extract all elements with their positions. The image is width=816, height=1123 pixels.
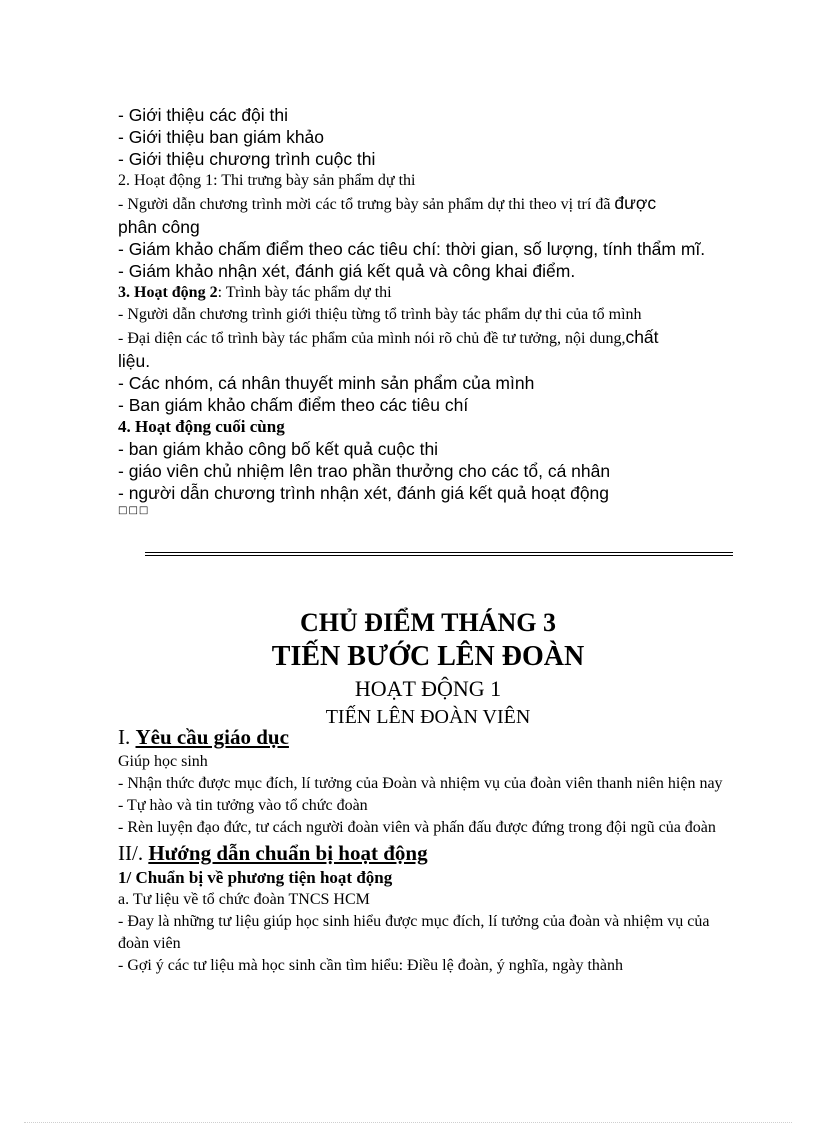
list-item: - người dẫn chương trình nhận xét, đánh giá kết quả hoạt động	[118, 483, 610, 503]
list-item: - Giới thiệu chương trình cuộc thi	[118, 149, 376, 169]
list-item: - Giới thiệu ban giám khảo	[118, 127, 325, 147]
list-item-tail: chất	[625, 327, 659, 347]
section-heading-1-number: I.	[118, 725, 136, 749]
document-part-2	[118, 723, 738, 977]
list-item: - Gợi ý các tư liệu mà học sinh cần tìm hiểu: Điều lệ đoàn, ý nghĩa, ngày thành	[118, 957, 623, 974]
section-heading-2	[118, 839, 738, 867]
list-item-cont: liệu.	[118, 351, 151, 371]
activity-subtitle: TIẾN LÊN ĐOÀN VIÊN	[325, 706, 531, 728]
list-item: - Nhận thức được mục đích, lí tưởng của Đoàn và nhiệm vụ của đoàn viên thanh niên hiện nay	[118, 775, 723, 792]
double-rule-line	[145, 552, 733, 556]
list-item	[118, 326, 738, 350]
activity-2-title: : Trình bày tác phẩm dự thi	[217, 284, 392, 301]
activity-1-instruction	[118, 192, 738, 216]
activity-1-heading: 2. Hoạt động 1: Thi trưng bày sản phẩm dự thi	[118, 172, 416, 189]
chapter-titles	[118, 606, 738, 730]
intro-line: Giúp học sinh	[118, 753, 208, 770]
activity-title: HOẠT ĐỘNG 1	[354, 676, 502, 701]
final-activity-heading: 4. Hoạt động cuối cùng	[118, 417, 285, 436]
list-item: - Giới thiệu các đội thi	[118, 105, 289, 125]
document-part-1	[118, 104, 738, 518]
section-heading-1	[118, 723, 738, 751]
chapter-subtitle: TIẾN BƯỚC LÊN ĐOÀN	[271, 641, 585, 672]
list-item: - Ban giám khảo chấm điểm theo các tiêu chí	[118, 395, 469, 415]
list-item: - ban giám khảo công bố kết quả cuộc thi	[118, 439, 439, 459]
list-item: - Tự hào và tin tưởng vào tổ chức đoàn	[118, 797, 368, 814]
activity-1-instruction-cont: phân công	[118, 217, 200, 237]
list-item-text: - Đại diện các tổ trình bày tác phẩm của mình nói rõ chủ đề tư tưởng, nội dung,	[118, 330, 626, 347]
chapter-title: CHỦ ĐIỂM THÁNG 3	[300, 608, 556, 637]
section-heading-1-text: Yêu cầu giáo dục	[135, 725, 289, 749]
activity-2-label: 3. Hoạt động 2	[118, 284, 218, 301]
list-item: - Giám khảo nhận xét, đánh giá kết quả và công khai điểm.	[118, 261, 576, 281]
subsection-item: a. Tư liệu về tổ chức đoàn TNCS HCM	[118, 891, 370, 908]
list-item: - Đay là những tư liệu giúp học sinh hiểu được mục đích, lí tưởng của đoàn và nhiệm vụ của đoàn viên	[118, 913, 710, 952]
list-item: - Các nhóm, cá nhân thuyết minh sản phẩm của mình	[118, 373, 535, 393]
activity-2-heading	[118, 282, 738, 304]
list-item: - Giám khảo chấm điểm theo các tiêu chí: thời gian, số lượng, tính thẩm mĩ.	[118, 239, 706, 259]
list-item: - Rèn luyện đạo đức, tư cách người đoàn viên và phấn đấu được đứng trong đội ngũ của đoàn	[118, 819, 716, 836]
list-item: - giáo viên chủ nhiệm lên trao phần thưởng cho các tổ, cá nhân	[118, 461, 611, 481]
missing-glyph-boxes: □□□	[118, 505, 150, 516]
activity-1-instruction-text: - Người dẫn chương trình mời các tổ trưng bày sản phẩm dự thi theo vị trí đã	[118, 196, 615, 213]
section-heading-2-number: II/.	[118, 841, 149, 865]
section-heading-2-text: Hướng dẫn chuẩn bị hoạt động	[148, 841, 428, 865]
subsection-heading: 1/ Chuẩn bị về phương tiện hoạt động	[118, 868, 393, 887]
list-item: - Người dẫn chương trình giới thiệu từng tổ trình bày tác phẩm dự thi của tổ mình	[118, 306, 642, 323]
section-divider	[145, 552, 733, 556]
activity-1-instruction-tail: được	[614, 193, 657, 213]
